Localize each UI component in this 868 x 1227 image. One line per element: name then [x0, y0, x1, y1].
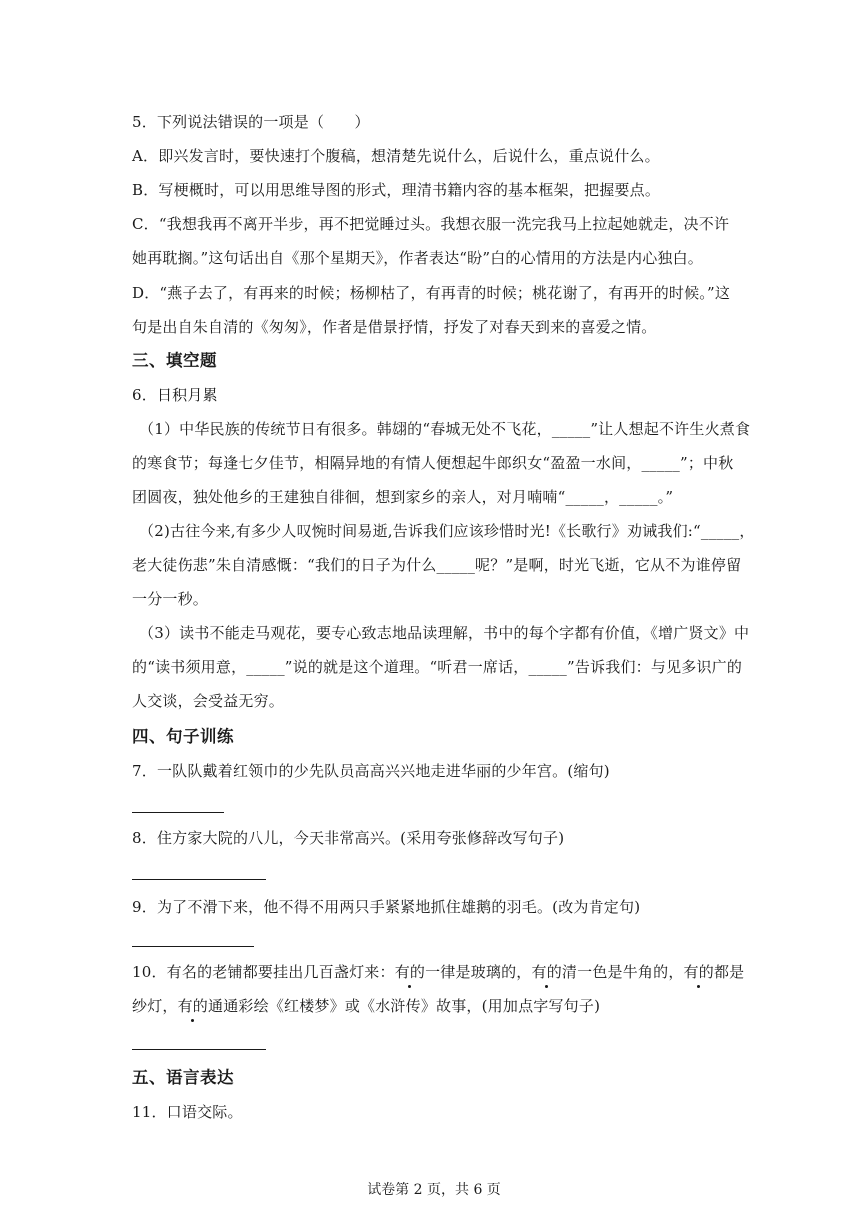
q11-stem: 11．口语交际。 [132, 1103, 243, 1121]
q5-option-c-line2: 她再耽搁。”这句话出自《那个星期天》，作者表达“盼”白的心情用的方法是内心独白。 [132, 249, 704, 267]
q6-part3-line3: 人交谈，会受益无穷。 [132, 692, 285, 710]
q10-text: 都是 [713, 963, 745, 981]
q5-option-b: B．写梗概时，可以用思维导图的形式，理清书籍内容的基本框架，把握要点。 [132, 181, 661, 199]
q5-option-d-line2: 句是出自朱自清的《匆匆》，作者是借景抒情，抒发了对春天到来的喜爱之情。 [132, 318, 657, 336]
dotted-word: 有的 [394, 963, 426, 981]
q6-part3-line1: （3）读书不能走马观花，要专心致志地品读理解，书中的每个字都有价值，《增广贤文》中 [139, 624, 750, 642]
q9-answer-line[interactable] [132, 946, 254, 947]
q6-part1-line1: （1）中华民族的传统节日有很多。韩翃的“春城无处不飞花，_____”让人想起不许生火煮食 [139, 420, 751, 438]
q8-stem: 8．住方家大院的八儿，今天非常高兴。(采用夸张修辞改写句子) [132, 829, 565, 847]
dotted-word: 有的 [683, 963, 714, 981]
q6-part2-line2: 老大徒伤悲”朱自清感慨：“我们的日子为什么_____呢？”是啊，时光飞逝，它从不为谁停留 [132, 556, 742, 574]
q8-answer-line[interactable] [132, 879, 266, 880]
q9-stem: 9．为了不滑下来，他不得不用两只手紧紧地抓住雄鹅的羽毛。(改为肯定句) [132, 898, 641, 916]
q10-text: 清一色是牛角的， [561, 963, 684, 981]
dotted-word: 有的 [177, 997, 209, 1015]
q10-answer-line[interactable] [132, 1049, 266, 1050]
q10-text: 纱灯， [132, 997, 178, 1015]
q6-part2-line3: 一分一秒。 [132, 590, 209, 608]
q6-stem: 6．日积月累 [132, 386, 218, 404]
q5-stem: 5．下列说法错误的一项是（ ） [132, 113, 370, 131]
q10-line1 [132, 962, 744, 982]
section5-heading: 五、语言表达 [132, 1068, 234, 1087]
q7-stem: 7．一队队戴着红领巾的少先队员高高兴兴地走进华丽的少年宫。(缩句) [132, 762, 610, 780]
section4-heading: 四、句子训练 [132, 727, 234, 746]
q10-line2 [132, 996, 600, 1016]
q10-text: 一律是玻璃的， [425, 963, 532, 981]
q7-answer-line[interactable] [132, 812, 224, 813]
q10-text: 通通彩绘《红楼梦》或《水浒传》故事，(用加点字写句子) [208, 997, 601, 1015]
q6-part2-line1: （2)古往今来,有多少人叹惋时间易逝,告诉我们应该珍惜时光!《长歌行》劝诫我们:“_____， [139, 522, 755, 540]
q5-option-a: A．即兴发言时，要快速打个腹稿，想清楚先说什么，后说什么，重点说什么。 [132, 147, 660, 165]
q6-part1-line3: 团圆夜，独处他乡的王建独自徘徊，想到家乡的亲人，对月喃喃“_____，_____。” [132, 488, 674, 506]
dotted-word: 有的 [531, 963, 562, 981]
q6-part3-line2: 的“读书须用意，_____”说的就是这个道理。“听君一席话，_____”告诉我们：与见多识广的 [132, 658, 743, 676]
q6-part1-line2: 的寒食节；每逢七夕佳节，相隔异地的有情人便想起牛郎织女“盈盈一水间，_____”；中秋 [132, 454, 734, 472]
q10-text: 10．有名的老铺都要挂出几百盏灯来： [132, 963, 395, 981]
section3-heading: 三、填空题 [132, 351, 217, 370]
q5-option-d-line1: D．“燕子去了，有再来的时候；杨柳枯了，有再青的时候；桃花谢了，有再开的时候。”这 [132, 284, 731, 302]
q5-option-c-line1: C．“我想我再不离开半步，再不把觉睡过头。我想衣服一洗完我马上拉起她就走，决不许 [132, 215, 730, 233]
page-footer: 试卷第 2 页，共 6 页 [367, 1182, 501, 1198]
